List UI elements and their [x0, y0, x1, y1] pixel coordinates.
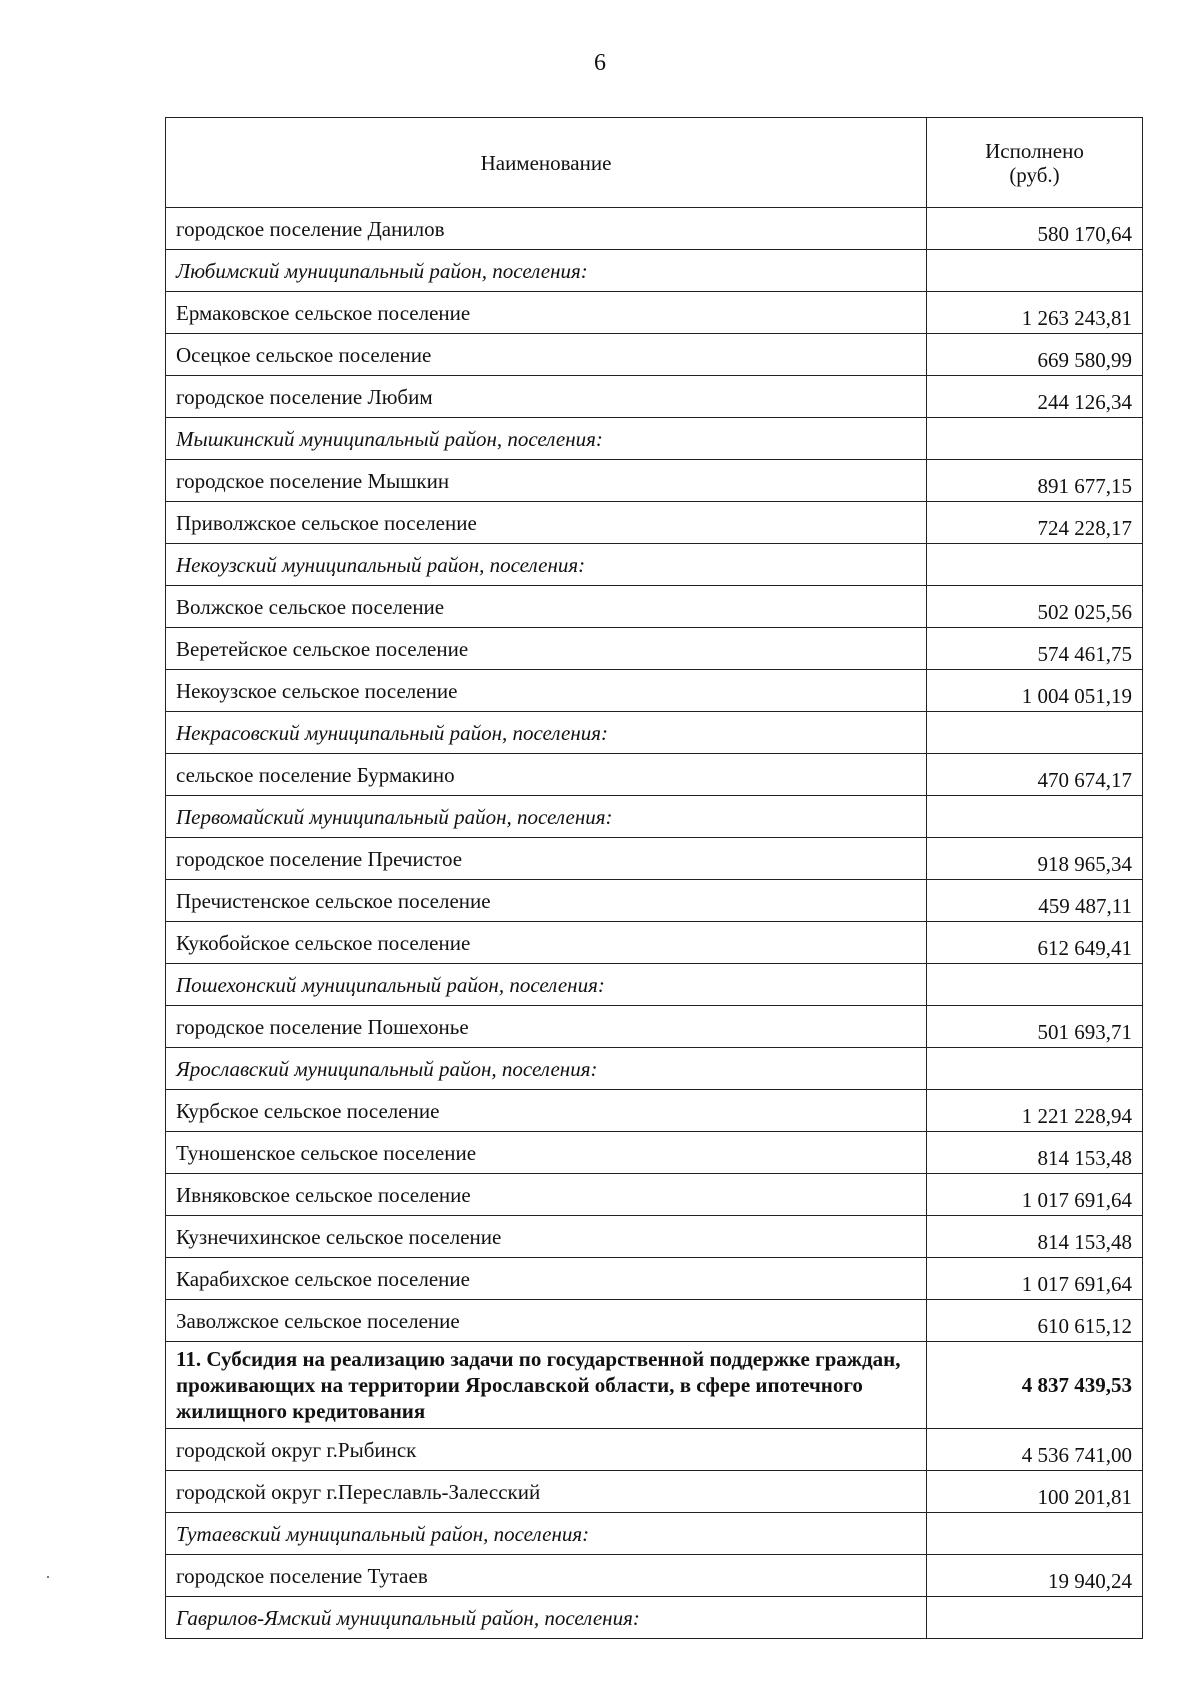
- table-row: [166, 628, 1143, 670]
- row-value: 470 674,17: [927, 754, 1143, 796]
- row-value: 4 536 741,00: [927, 1429, 1143, 1471]
- table-subheader-row: [166, 964, 1143, 1006]
- table-row: [166, 1429, 1143, 1471]
- table-subheader-row: [166, 796, 1143, 838]
- table-header-row: [166, 118, 1143, 208]
- row-value: 4 837 439,53: [927, 1342, 1143, 1429]
- table-row: [166, 670, 1143, 712]
- row-name: городское поселение Данилов: [166, 208, 927, 250]
- row-name: Ермаковское сельское поселение: [166, 292, 927, 334]
- table-row: [166, 292, 1143, 334]
- row-value: [927, 712, 1143, 754]
- row-name: городское поселение Тутаев: [166, 1555, 927, 1597]
- row-value: 244 126,34: [927, 376, 1143, 418]
- row-name: Кукобойское сельское поселение: [166, 922, 927, 964]
- row-value: [927, 418, 1143, 460]
- table-subheader-row: [166, 418, 1143, 460]
- row-value: 669 580,99: [927, 334, 1143, 376]
- row-name: Пошехонский муниципальный район, поселения:: [166, 964, 927, 1006]
- row-value: [927, 1597, 1143, 1639]
- header-executed-label: Исполнено: [985, 138, 1084, 163]
- table-row: [166, 922, 1143, 964]
- row-name: Ярославский муниципальный район, поселения:: [166, 1048, 927, 1090]
- row-name: Веретейское сельское поселение: [166, 628, 927, 670]
- table-row: [166, 502, 1143, 544]
- scan-speck: [47, 1576, 49, 1578]
- row-value: 918 965,34: [927, 838, 1143, 880]
- row-name: 11. Субсидия на реализацию задачи по государственной поддержке граждан, проживающих на территории Ярославской области, в сфере ипотечного жилищного кредитования: [166, 1342, 927, 1429]
- row-name: Туношенское сельское поселение: [166, 1132, 927, 1174]
- row-name: Заволжское сельское поселение: [166, 1300, 927, 1342]
- row-value: [927, 544, 1143, 586]
- row-name: Пречистенское сельское поселение: [166, 880, 927, 922]
- row-name: Кузнечихинское сельское поселение: [166, 1216, 927, 1258]
- row-value: [927, 1048, 1143, 1090]
- table-row: [166, 1132, 1143, 1174]
- row-name: Приволжское сельское поселение: [166, 502, 927, 544]
- table-row: [166, 1258, 1143, 1300]
- row-value: 574 461,75: [927, 628, 1143, 670]
- row-value: 1 263 243,81: [927, 292, 1143, 334]
- row-name: городское поселение Пошехонье: [166, 1006, 927, 1048]
- table-subheader-row: [166, 1597, 1143, 1639]
- row-name: Волжское сельское поселение: [166, 586, 927, 628]
- table-row: [166, 880, 1143, 922]
- row-name: городской округ г.Рыбинск: [166, 1429, 927, 1471]
- row-name: Ивняковское сельское поселение: [166, 1174, 927, 1216]
- row-value: 724 228,17: [927, 502, 1143, 544]
- row-value: 814 153,48: [927, 1216, 1143, 1258]
- row-value: 19 940,24: [927, 1555, 1143, 1597]
- row-name: городское поселение Пречистое: [166, 838, 927, 880]
- table-row: [166, 586, 1143, 628]
- row-name: Некоузское сельское поселение: [166, 670, 927, 712]
- row-value: 612 649,41: [927, 922, 1143, 964]
- row-value: 1 017 691,64: [927, 1258, 1143, 1300]
- row-name: Первомайский муниципальный район, поселения:: [166, 796, 927, 838]
- row-value: [927, 1513, 1143, 1555]
- table-row: [166, 754, 1143, 796]
- row-value: 610 615,12: [927, 1300, 1143, 1342]
- table-row: [166, 1006, 1143, 1048]
- row-value: 1 221 228,94: [927, 1090, 1143, 1132]
- header-name: Наименование: [166, 118, 927, 208]
- row-name: Некоузский муниципальный район, поселения:: [166, 544, 927, 586]
- row-value: 814 153,48: [927, 1132, 1143, 1174]
- row-value: 100 201,81: [927, 1471, 1143, 1513]
- row-value: 1 017 691,64: [927, 1174, 1143, 1216]
- row-name: городское поселение Любим: [166, 376, 927, 418]
- table-row: [166, 1216, 1143, 1258]
- table-row: [166, 838, 1143, 880]
- table-subheader-row: [166, 544, 1143, 586]
- row-value: 891 677,15: [927, 460, 1143, 502]
- row-value: 502 025,56: [927, 586, 1143, 628]
- header-executed: [927, 118, 1143, 208]
- row-name: Осецкое сельское поселение: [166, 334, 927, 376]
- row-value: 501 693,71: [927, 1006, 1143, 1048]
- row-name: Мышкинский муниципальный район, поселения:: [166, 418, 927, 460]
- header-executed-unit: (руб.): [1009, 162, 1060, 187]
- row-value: 459 487,11: [927, 880, 1143, 922]
- table-subheader-row: [166, 250, 1143, 292]
- budget-execution-table: [165, 117, 1143, 1639]
- table-row: [166, 1174, 1143, 1216]
- table-row: [166, 460, 1143, 502]
- table-section-row: [166, 1342, 1143, 1429]
- table-subheader-row: [166, 1048, 1143, 1090]
- row-value: [927, 964, 1143, 1006]
- page-number: 6: [594, 50, 606, 76]
- table-row: [166, 1471, 1143, 1513]
- row-value: 580 170,64: [927, 208, 1143, 250]
- table-row: [166, 1090, 1143, 1132]
- table-row: [166, 208, 1143, 250]
- table-row: [166, 1555, 1143, 1597]
- row-name: городское поселение Мышкин: [166, 460, 927, 502]
- row-value: 1 004 051,19: [927, 670, 1143, 712]
- table-row: [166, 1300, 1143, 1342]
- row-name: сельское поселение Бурмакино: [166, 754, 927, 796]
- row-name: Курбское сельское поселение: [166, 1090, 927, 1132]
- table-subheader-row: [166, 1513, 1143, 1555]
- row-name: Карабихское сельское поселение: [166, 1258, 927, 1300]
- row-name: Тутаевский муниципальный район, поселения:: [166, 1513, 927, 1555]
- table-row: [166, 334, 1143, 376]
- row-name: городской округ г.Переславль-Залесский: [166, 1471, 927, 1513]
- table-row: [166, 376, 1143, 418]
- row-name: Гаврилов-Ямский муниципальный район, поселения:: [166, 1597, 927, 1639]
- table-subheader-row: [166, 712, 1143, 754]
- row-value: [927, 250, 1143, 292]
- row-name: Некрасовский муниципальный район, поселения:: [166, 712, 927, 754]
- row-name: Любимский муниципальный район, поселения:: [166, 250, 927, 292]
- row-value: [927, 796, 1143, 838]
